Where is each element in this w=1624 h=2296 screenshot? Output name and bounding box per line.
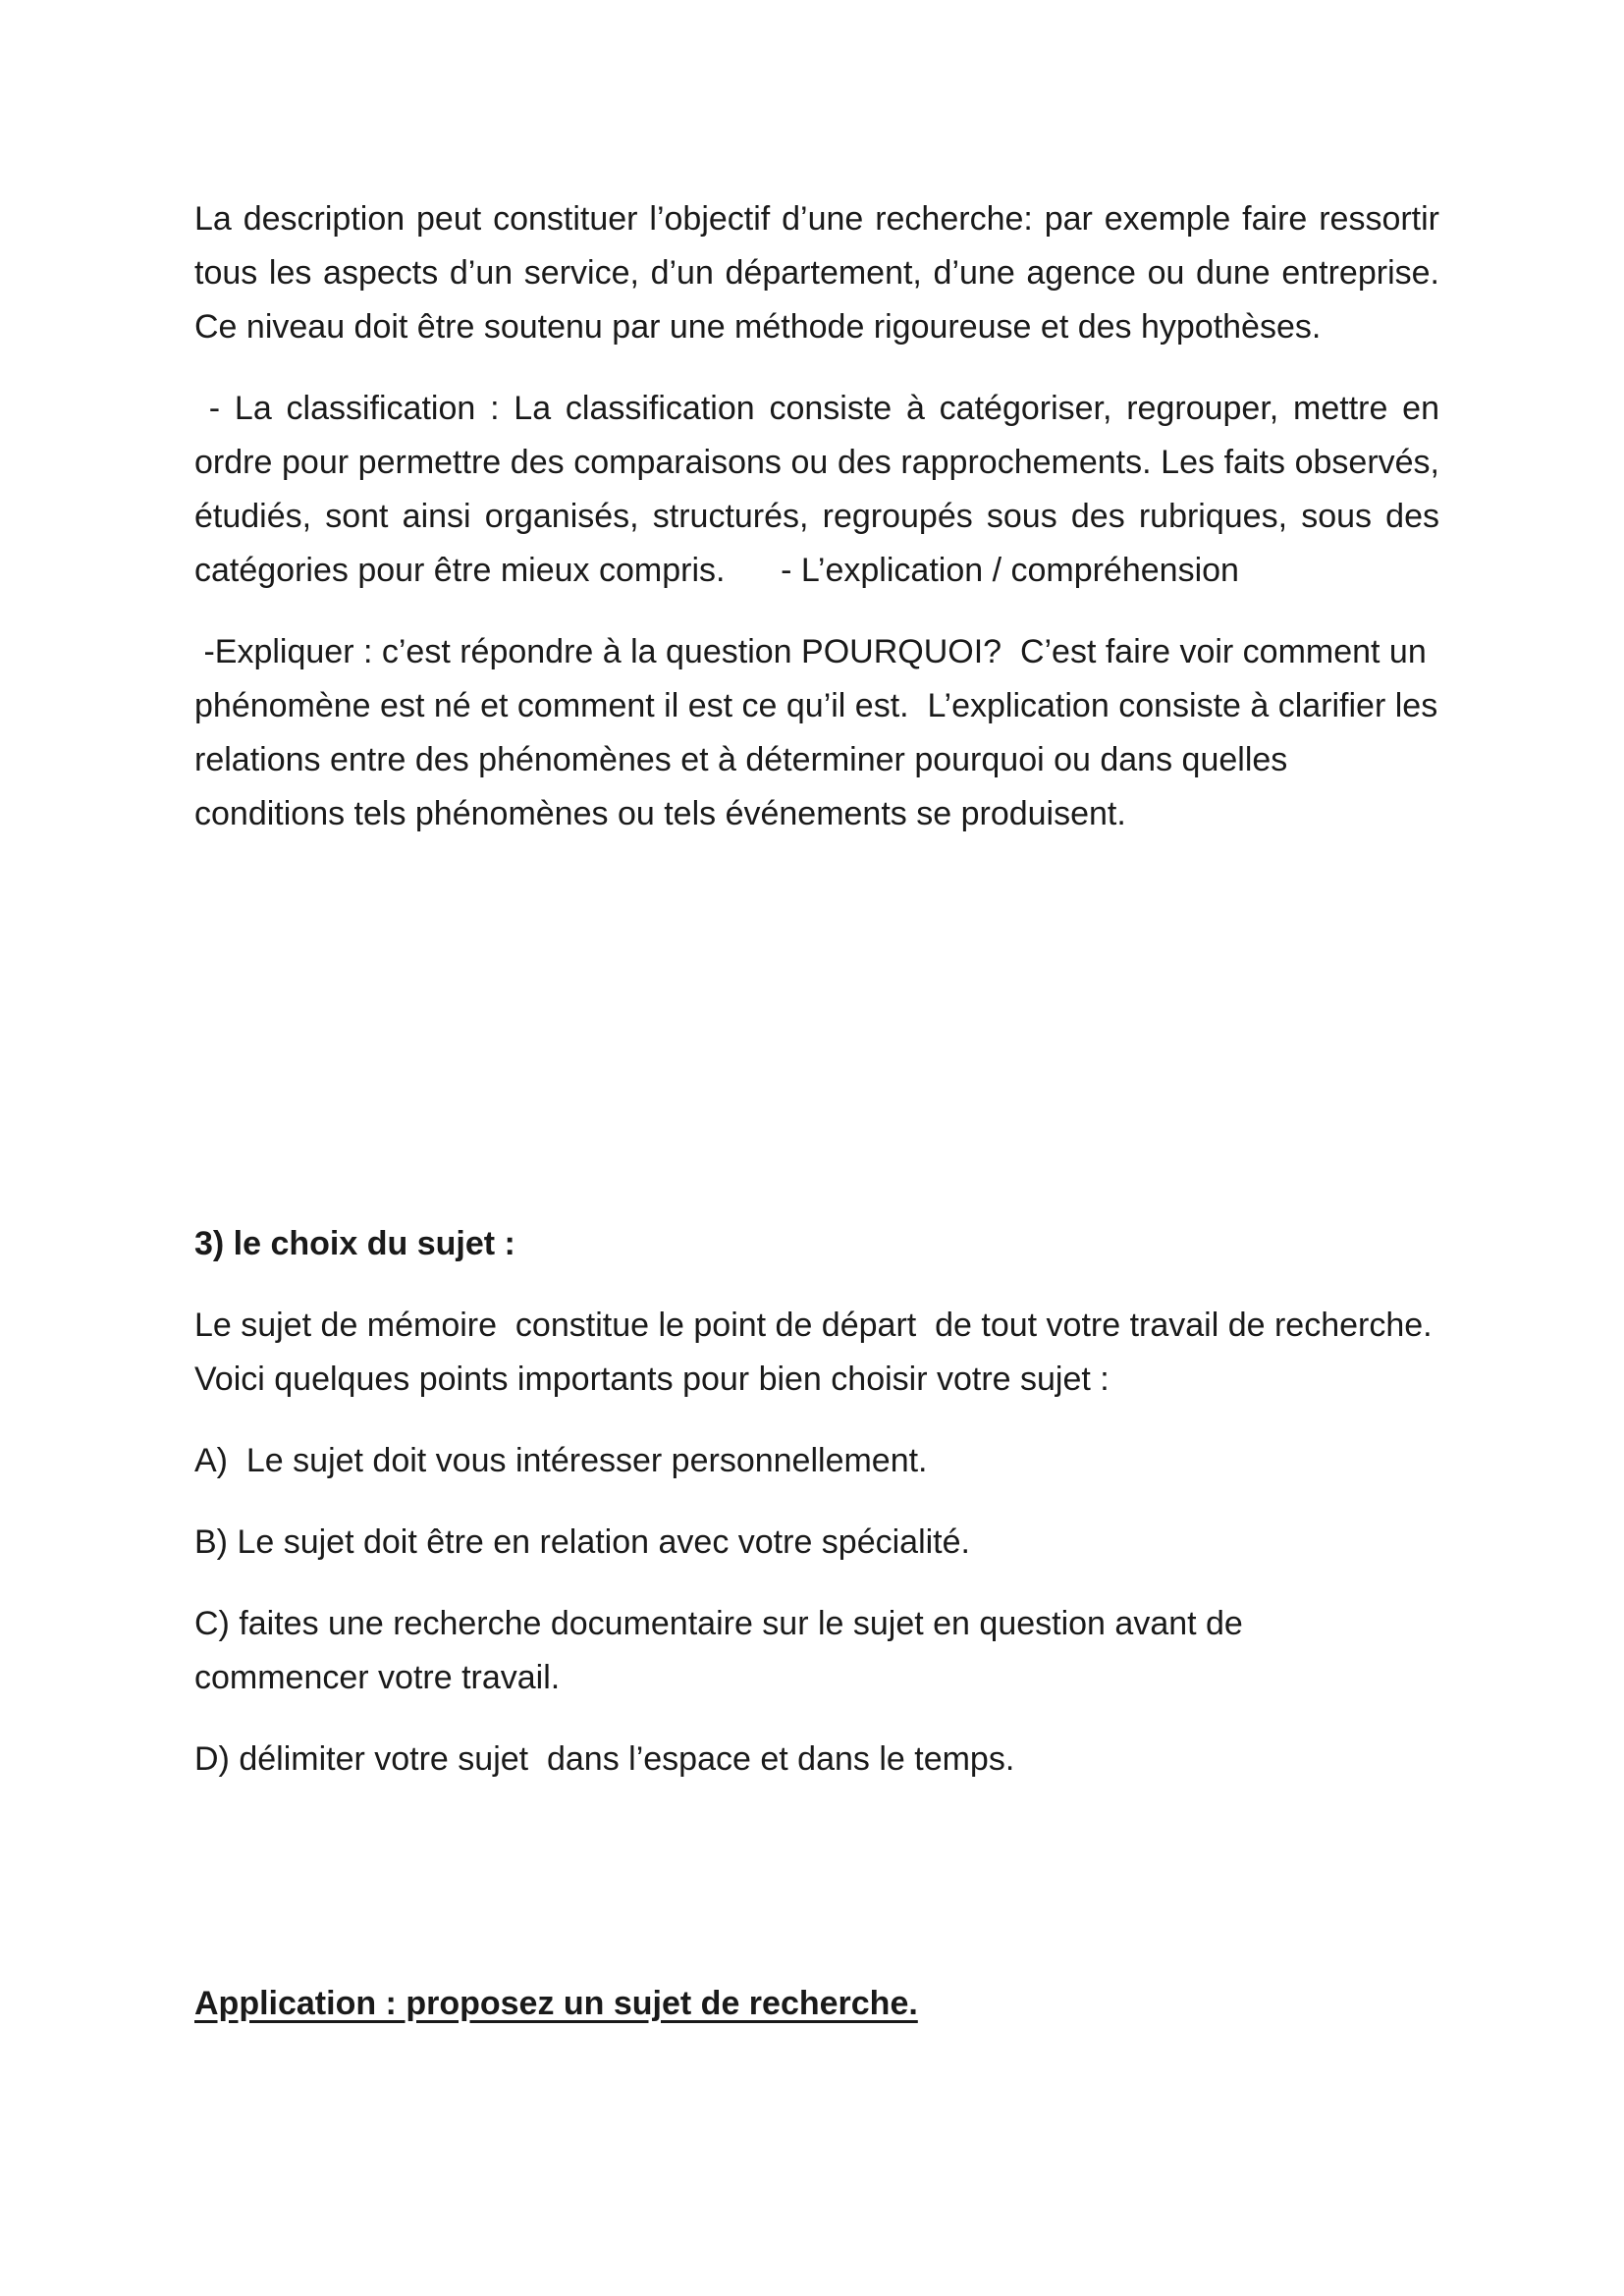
list-item: B) Le sujet doit être en relation avec votre spécialité. [194,1523,970,1561]
paragraph-description: La description peut constituer l’objectif d’une recherche: par exemple faire ressortir tous les aspects d’un service, d’un département, d’une agence ou dune entreprise. Ce niveau doit être soutenu par une méthode rigoureuse et des hypothèses. [194,200,1439,346]
paragraph-classification: - La classification : La classification consiste à catégoriser, regrouper, mettre en ordre pour permettre des comparaisons ou des rapprochements. Les faits observés, étudiés, sont ainsi organisés, structurés, regroupés sous des rubriques, sous des catégories pour être mieux compris. - L’explication / compréhension [194,390,1449,589]
list-item: C) faites une recherche documentaire sur le sujet en question avant de commencer votre travail. [194,1605,1243,1696]
paragraph-expliquer: -Expliquer : c’est répondre à la question POURQUOI? C’est faire voir comment un phénomène est né et comment il est ce qu’il est. L’explication consiste à clarifier les relations entre des phénomènes et à déterminer pourquoi ou dans quelles conditions tels phénomènes ou tels événements se produisent. [194,633,1447,832]
section-intro: Le sujet de mémoire constitue le point de départ de tout votre travail de recherche. Voici quelques points importants pour bien choisir votre sujet : [194,1307,1442,1398]
application-heading: Application : proposez un sujet de recherche. [194,1985,918,2022]
list-item: A) Le sujet doit vous intéresser personnellement. [194,1442,928,1479]
document-body [194,192,1449,869]
section-title: 3) le choix du sujet : [194,1225,515,1262]
section-body [194,1299,1442,1814]
list-item: D) délimiter votre sujet dans l’espace et dans le temps. [194,1740,1015,1778]
